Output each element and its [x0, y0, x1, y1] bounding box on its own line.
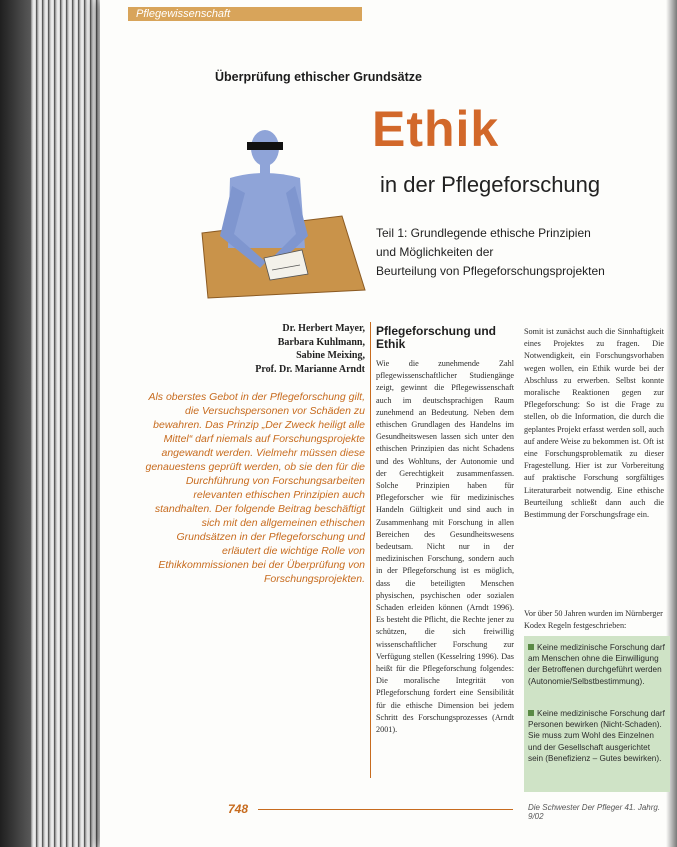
author: Dr. Herbert Mayer,: [282, 323, 365, 334]
body-column-1: Wie die zunehmende Zahl pflegewissenschaftlicher Studiengänge zeigt, gewinnt die Pflegewissenschaft auch im deutschsprachigen Raum zunehmend an Bedeutung. Neben dem ethischen Grundlagen des Handelns im Gesundheitswesen lassen sich unter den ethischen Prinzipien das nicht Schadens und des Wohltuns, der Autonomie und der Gerechtigkeit zusammenfassen. Solche Prinzipien haben für Pflegeforscher wie für medizinisches Handeln Gültigkeit und sind auch in Zusammenhang mit Forschung in allen Bereichen des Gesundheitswesens bedeutsam. Nicht nur in der medizinischen Forschung, sondern auch in der Pflegeforschung ist es möglich, dass die beteiligten Menschen physischen, psychischen oder sozialen Schaden erleiden können (Arndt 1996). Es besteht die Pflicht, die Rechte jener zu schützen, die sich freiwillig wissenschaftlicher Forschung zur Verfügung stellen (Kesselring 1996). Das heißt für die Pflegeforschung folgendes: Die moralische Integrität von Pflegeforschung fordert eine Sensibilität für die ethische Dimension bei jedem Schritt des Forschungsprozesses (Arndt 2001).: [376, 359, 514, 735]
author: Barbara Kuhlmann,: [277, 336, 365, 348]
column-rule: [370, 322, 371, 778]
journal-name: Die Schwester Der Pfleger 41. Jahrg. 9/02: [528, 803, 661, 821]
teil-line-1: Teil 1: Grundlegende ethische Prinzipien: [376, 226, 591, 240]
blindfolded-person-illustration: [190, 118, 370, 300]
footer-rule: [258, 809, 513, 810]
body-column-2: Somit ist zunächst auch die Sinnhaftigkeit eines Projektes zu fragen. Die Notwendigkeit, ein Forschungsvorhaben wegen wollen, ein Ethik wurde bei der Abschluss zu erwerben. Selbst konnte moralische Reaktionen gegen zur Pflegeforschung: So ist die Frage zu stellen, ob die Information, die durch die geplantes Projekt erfasst werden soll, auch auf andere Weise zu bekommen ist. Oft ist eine Forschungsproblematik zu dieser Fragestellung. Hier ist zur Vorbereitung auf praktische Forschung sorgfältiges Literaturarbeit notwendig. Eine ethische Beurteilung schließt dann auch die Bestimmung der Forschungsfrage ein.: [524, 327, 664, 520]
page-title: Ethik: [372, 101, 500, 157]
section-tag: Pflegewissenschaft: [128, 7, 362, 21]
rules-box-item: Keine medizinische Forschung darf am Menschen ohne die Einwilligung der Betroffenen durchgeführt werden (Autonomie/Selbstbestimmung).: [528, 643, 665, 686]
bullet-icon: [528, 710, 534, 716]
page-subtitle: in der Pflegeforschung: [380, 172, 601, 197]
section-heading: Pflegeforschung und Ethik: [376, 324, 496, 351]
intro-text: Als oberstes Gebot in der Pflegeforschung gilt, die Versuchspersonen vor Schäden zu bewahren. Das Prinzip „Der Zweck heiligt alle Mittel“ darf niemals auf Forschungsprojekte angewandt werden. Vielmehr müssen diese genauestens geprüft werden, ob sie den für die Durchführung von Forschungsarbeiten relevanten ethischen Prinzipien auch standhalten. Der folgende Beitrag beschäftigt sich mit den allgemeinen ethischen Grundsätzen in der Pflegeforschung und erläutert die wichtige Rolle von Ethikkommissionen bei der Überprüfung von Forschungsprojekten.: [145, 391, 365, 585]
authors: [255, 322, 365, 376]
rules-box-item: Keine medizinische Forschung darf Personen bewirken (Nicht-Schaden). Sie muss zum Wohl des Einzelnen und der Gesellschaft ausgerichtet sein (Benefizienz – Gutes bewirken).: [528, 709, 665, 763]
page-number: 748: [228, 802, 249, 816]
teil-line-3: Beurteilung von Pflegeforschungsprojekten: [376, 264, 605, 278]
body-column-2-lead: Vor über 50 Jahren wurden im Nürnberger Kodex Regeln festgeschrieben:: [524, 609, 663, 631]
supertitle: Überprüfung ethischer Grundsätze: [215, 70, 422, 84]
author: Sabine Meixing,: [296, 350, 365, 361]
teil-line-2: und Möglichkeiten der: [376, 245, 494, 259]
bullet-icon: [528, 644, 534, 650]
author: Prof. Dr. Marianne Arndt: [255, 363, 365, 375]
